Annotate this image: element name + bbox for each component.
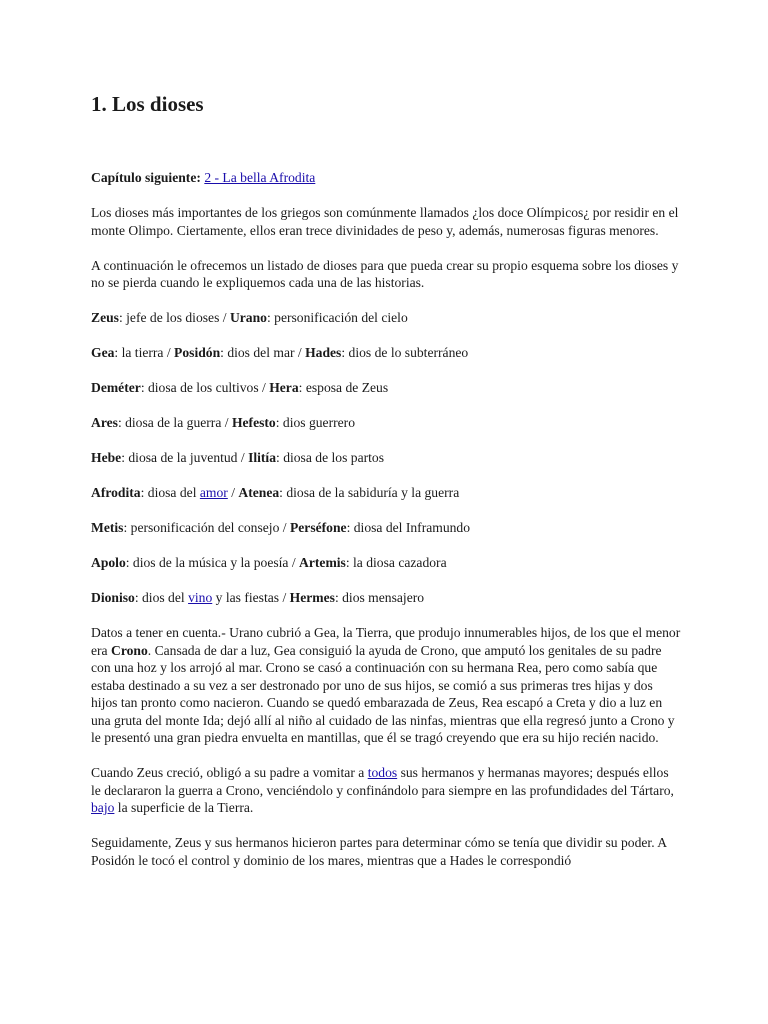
god-desc-urano: : personificación del cielo xyxy=(266,310,408,325)
god-desc-hebe: : diosa de la juventud / xyxy=(121,450,249,465)
god-desc-ares: : diosa de la guerra / xyxy=(117,415,232,430)
next-chapter-link[interactable]: 2 - La bella Afrodita xyxy=(204,170,316,185)
god-name-hera: Hera xyxy=(269,380,299,395)
god-desc-hera: : esposa de Zeus xyxy=(298,380,389,395)
god-name-apolo: Apolo xyxy=(91,555,126,570)
amor-link[interactable]: amor xyxy=(199,485,228,500)
god-desc-zeus: : jefe de los dioses / xyxy=(118,310,230,325)
zeus-crecio-text-mid: sus hermanos y hermanas mayores; después ellos le declararon la guerra a Crono, venciéndolo y confinándolo para siempre en las profundidades del Tártaro, xyxy=(91,765,674,798)
god-desc-persefone: : diosa del Inframundo xyxy=(346,520,471,535)
god-name-hades: Hades xyxy=(305,345,342,360)
datos-text-post: . Cansada de dar a luz, Gea consiguió la ayuda de Crono, que amputó los genitales de su padre con una hoz y los arrojó al mar. Crono se casó a continuación con su hermana Rea, pero como sabía que estaba destinado a su vez a ser destronado por uno de sus hijos, se comió a sus primeras tres hijas y dos hijos tan pronto como nacieron. Cuando se quedó embarazada de Zeus, Rea escapó a Creta y dio a luz en una gruta del monte Ida; dejó allí al niño al cuidado de las ninfas, mientras que ella regresó junto a Crono y le presentó una gran piedra envuelta en mantillas, que él se tragó creyendo que era su hijo recién nacido. xyxy=(91,642,675,745)
god-line-zeus-urano xyxy=(91,309,681,327)
god-name-gea: Gea xyxy=(91,345,115,360)
god-name-demeter: Deméter xyxy=(91,380,141,395)
god-name-posidon: Posidón xyxy=(174,345,221,360)
god-desc-ilitia: : diosa de los partos xyxy=(276,450,384,465)
god-name-metis: Metis xyxy=(91,520,124,535)
god-name-hebe: Hebe xyxy=(91,450,122,465)
bajo-link[interactable]: bajo xyxy=(91,800,115,815)
god-desc-hades: : dios de lo subterráneo xyxy=(341,345,469,360)
god-line-apolo-artemis xyxy=(91,554,681,572)
god-desc-hermes: : dios mensajero xyxy=(334,590,425,605)
god-desc-apolo: : dios de la música y la poesía / xyxy=(125,555,300,570)
seguidamente-paragraph: Seguidamente, Zeus y sus hermanos hicieron partes para determinar cómo se tenía que dividir su poder. A Posidón le tocó el control y dominio de los mares, mientras que a Hades le correspondió xyxy=(91,835,667,868)
zeus-crecio-paragraph xyxy=(91,764,681,817)
god-desc-dioniso-pre: : dios del xyxy=(134,590,189,605)
next-chapter-line xyxy=(91,169,681,187)
page-title: 1. Los dioses xyxy=(91,92,204,116)
god-name-afrodita: Afrodita xyxy=(91,485,141,500)
god-line-hebe-ilitia xyxy=(91,449,681,467)
god-desc-artemis: : la diosa cazadora xyxy=(345,555,447,570)
god-desc-afrodita-pre: : diosa del xyxy=(140,485,200,500)
god-desc-hefesto: : dios guerrero xyxy=(275,415,356,430)
document-body xyxy=(91,169,681,887)
intro-paragraph-2: A continuación le ofrecemos un listado de dioses para que pueda crear su propio esquema sobre los dioses y no se pierda cuando le expliquemos cada una de las historias. xyxy=(91,257,679,290)
god-name-artemis: Artemis xyxy=(299,555,346,570)
god-name-atenea: Atenea xyxy=(238,485,280,500)
zeus-crecio-text-pre: Cuando Zeus creció, obligó a su padre a vomitar a xyxy=(91,765,368,780)
god-desc-atenea: : diosa de la sabiduría y la guerra xyxy=(279,485,460,500)
god-desc-demeter: : diosa de los cultivos / xyxy=(140,380,270,395)
vino-link[interactable]: vino xyxy=(188,590,213,605)
god-name-zeus: Zeus xyxy=(91,310,119,325)
god-desc-posidon: : dios del mar / xyxy=(220,345,306,360)
god-name-ilitia: Ilitía xyxy=(248,450,277,465)
god-line-metis-persefone xyxy=(91,519,681,537)
god-line-demeter-hera xyxy=(91,379,681,397)
todos-link[interactable]: todos xyxy=(367,765,398,780)
god-desc-metis: : personificación del consejo / xyxy=(123,520,290,535)
god-desc-afrodita-post: / xyxy=(227,485,239,500)
crono-bold: Crono xyxy=(111,642,148,658)
god-line-ares-hefesto xyxy=(91,414,681,432)
datos-paragraph xyxy=(91,624,681,747)
god-desc-gea: : la tierra / xyxy=(114,345,175,360)
next-chapter-label: Capítulo siguiente: xyxy=(91,170,201,185)
intro-paragraph-1: Los dioses más importantes de los griegos son comúnmente llamados ¿los doce Olímpicos¿ por residir en el monte Olimpo. Ciertamente, ellos eran trece divinidades de peso y, además, numerosas figuras menores. xyxy=(91,205,679,238)
god-line-afrodita-atenea xyxy=(91,484,681,502)
god-name-persefone: Perséfone xyxy=(289,520,347,535)
god-desc-dioniso-post: y las fiestas / xyxy=(212,590,290,605)
zeus-crecio-text-post: la superficie de la Tierra. xyxy=(114,800,254,815)
datos-text-pre: Datos a tener en cuenta.- Urano cubrió a Gea, la Tierra, que produjo innumerables hijos, de los que el menor era xyxy=(91,625,681,658)
god-name-hermes: Hermes xyxy=(289,590,335,605)
god-name-hefesto: Hefesto xyxy=(231,415,276,430)
god-line-gea-posidon-hades xyxy=(91,344,681,362)
god-name-urano: Urano xyxy=(229,310,267,325)
god-name-ares: Ares xyxy=(91,415,118,430)
god-line-dioniso-hermes xyxy=(91,589,681,607)
god-name-dioniso: Dioniso xyxy=(91,590,135,605)
